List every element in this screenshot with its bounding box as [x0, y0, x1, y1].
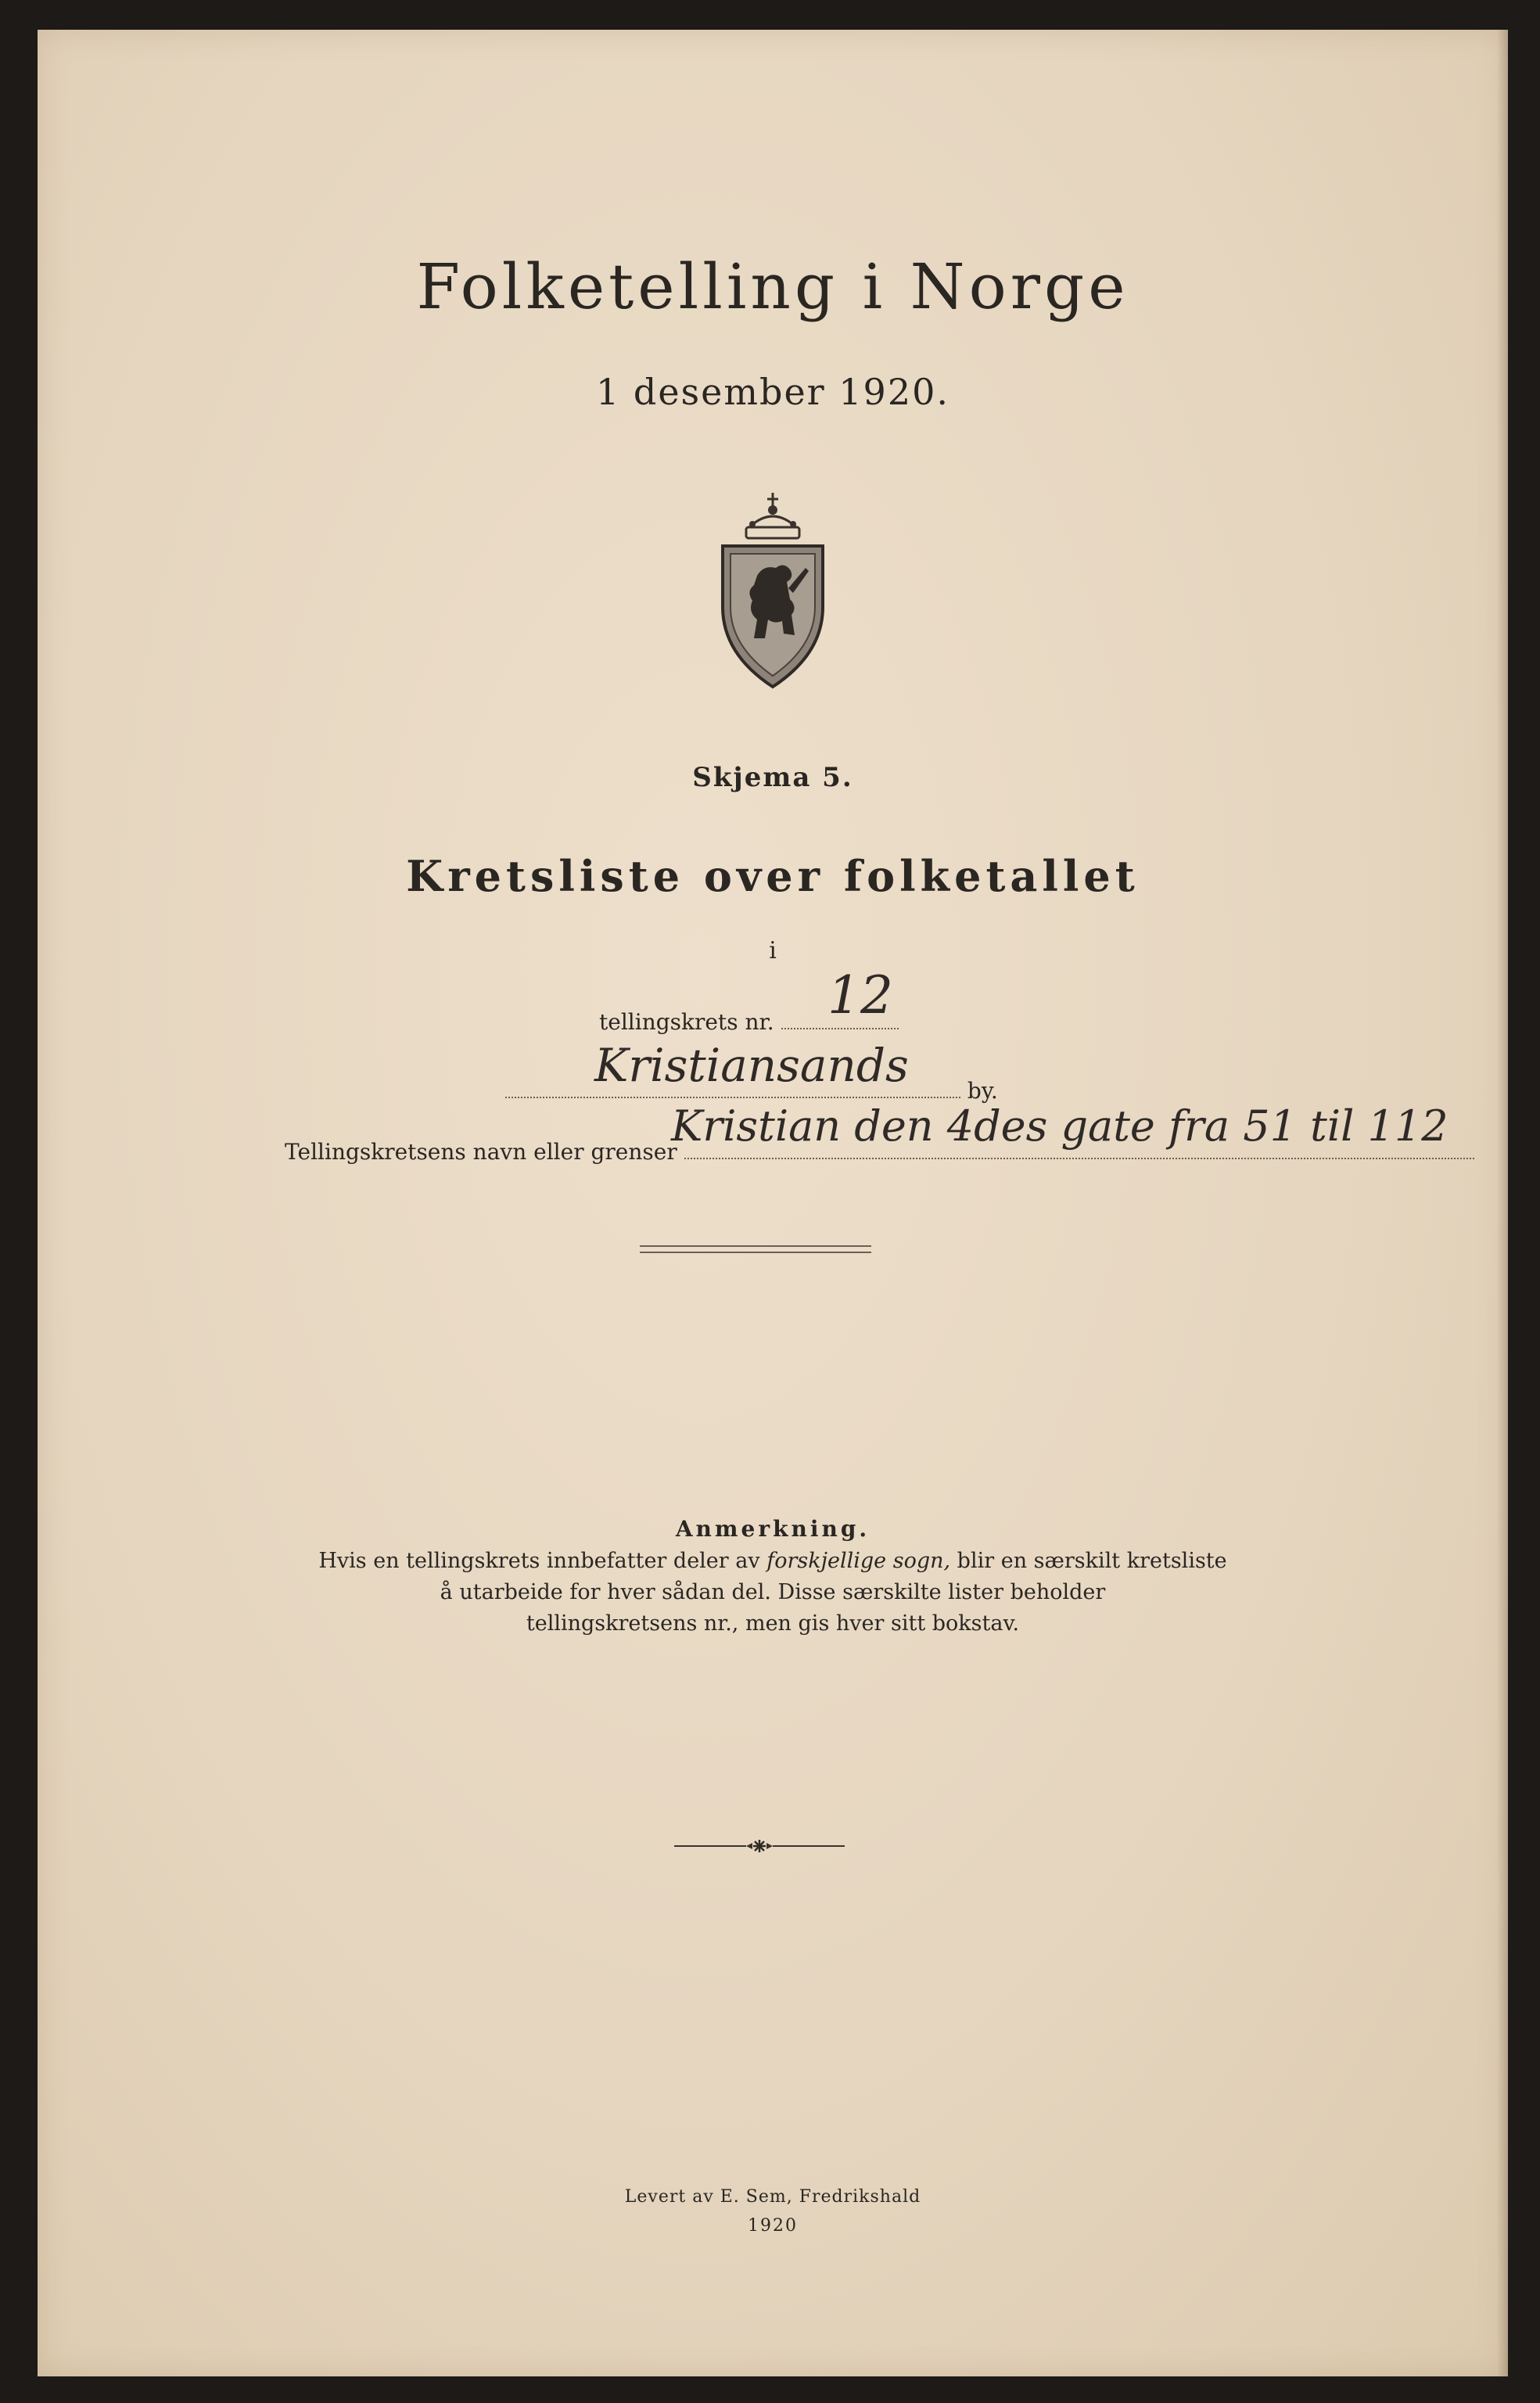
boundary-line — [684, 1158, 1474, 1159]
connector-text: i — [769, 937, 777, 964]
divider-rule-top — [640, 1245, 871, 1247]
city-line — [505, 1097, 960, 1098]
printer-year: 1920 — [748, 2216, 798, 2236]
city-name-handwritten: Kristiansands — [594, 1039, 909, 1092]
city-suffix: by. — [967, 1078, 998, 1104]
ornament-divider-icon — [671, 1838, 848, 1854]
remark-title: Anmerkning. — [675, 1516, 871, 1542]
divider-rule-bottom — [640, 1252, 871, 1253]
remark-line-1-end: blir en særskilt kretsliste — [957, 1549, 1227, 1573]
remark-line-1 — [38, 1546, 1508, 1577]
norwegian-coat-of-arms-icon — [38, 490, 1508, 693]
printer-credit: Levert av E. Sem, Fredrikshald — [624, 2187, 921, 2207]
district-label: tellingskrets nr. — [599, 1009, 774, 1035]
schema-number: Skjema 5. — [692, 762, 853, 793]
boundary-label: Tellingskretsens navn eller grenser — [285, 1139, 677, 1165]
district-number-handwritten: 12 — [827, 965, 893, 1025]
remark-line-2: å utarbeide for hver sådan del. Disse særskilte lister beholder — [440, 1580, 1106, 1604]
form-title: Folketelling i Norge — [416, 250, 1129, 323]
form-heading: Kretsliste over folketallet — [406, 851, 1140, 901]
boundary-value-handwritten: Kristian den 4des gate fra 51 til 112 — [671, 1101, 1448, 1151]
remark-line-1-start: Hvis en tellingskrets innbefatter deler av — [318, 1549, 760, 1573]
district-number-line — [781, 1028, 899, 1029]
remark-line-3: tellingskretsens nr., men gis hver sitt bokstav. — [526, 1611, 1020, 1636]
census-form-page — [38, 30, 1508, 2376]
remark-emphasis: forskjellige sogn, — [766, 1549, 951, 1573]
census-date: 1 desember 1920. — [596, 371, 949, 413]
